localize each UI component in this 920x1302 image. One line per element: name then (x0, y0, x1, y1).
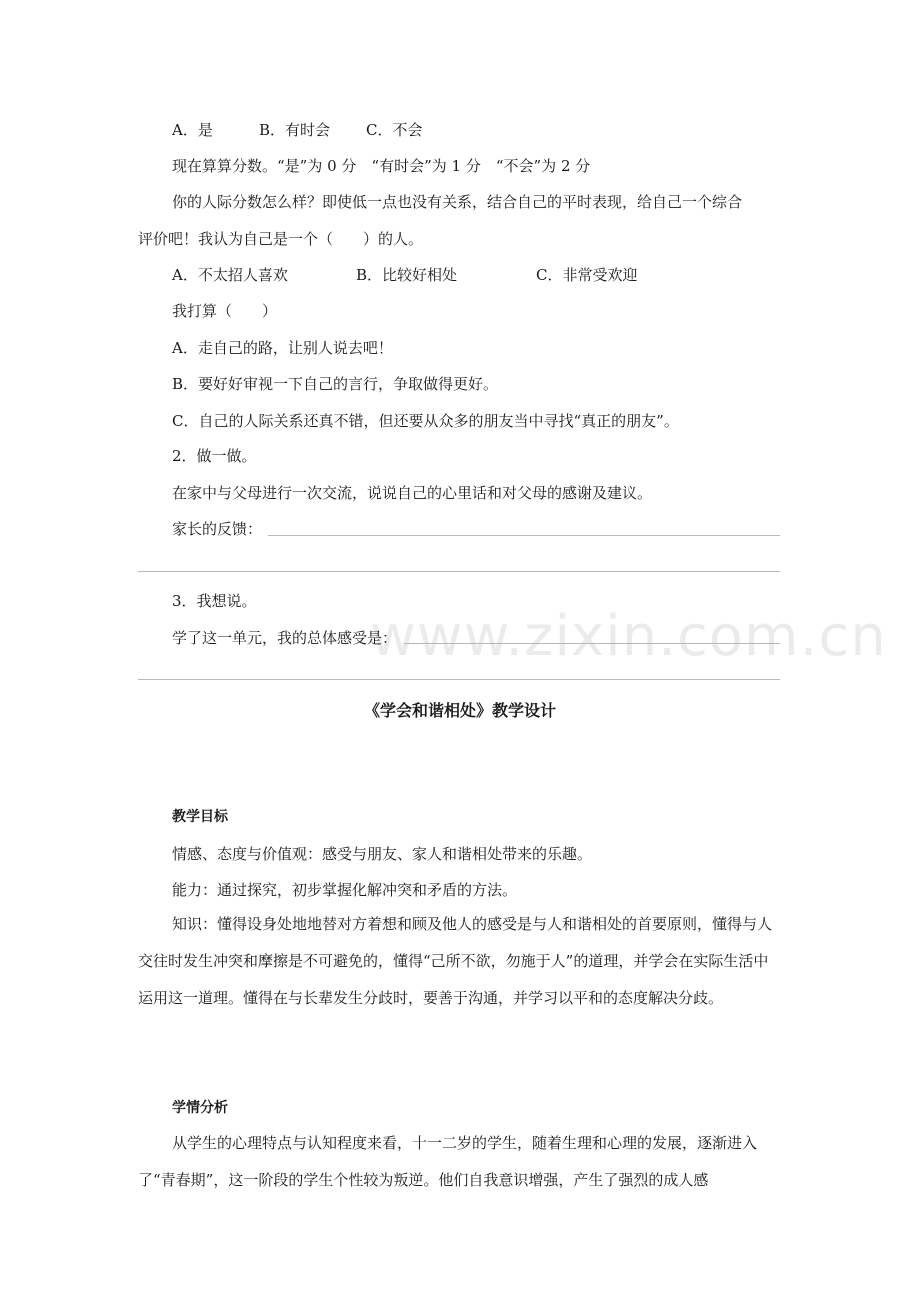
unit-feeling-blank[interactable] (404, 643, 780, 644)
habit-option-a: A．是 (172, 121, 213, 139)
analysis-paragraph (138, 1125, 782, 1199)
parent-feedback-label: 家长的反馈： (172, 520, 263, 538)
self-eval-line1: 你的人际分数怎么样？即使低一点也没有关系，结合自己的平时表现，给自己一个综合 (172, 193, 743, 211)
score-rule: 现在算算分数。“是”为 0 分 “有时会”为 1 分 “不会”为 2 分 (172, 157, 591, 175)
objective-emotion: 情感、态度与价值观：感受与朋友、家人和谐相处带来的乐趣。 (172, 845, 593, 863)
plan-option-a: A．走自己的路，让别人说去吧！ (172, 339, 393, 357)
eval-option-a: A．不太招人喜欢 (172, 266, 288, 284)
objectives-heading: 教学目标 (172, 809, 228, 825)
analysis-text: 从学生的心理特点与认知程度来看，十一二岁的学生，随着生理和心理的发展，逐渐进入了“青春期”，这一阶段的学生个性较为叛逆。他们自我意识增强，产生了强烈的成人感 (138, 1134, 758, 1189)
analysis-heading: 学情分析 (172, 1100, 228, 1116)
habit-option-b: B．有时会 (259, 121, 331, 139)
parent-feedback-blank[interactable] (268, 535, 780, 536)
self-eval-line2: 评价吧！我认为自己是一个（ ）的人。 (138, 230, 424, 248)
objective-knowledge-text: 知识：懂得设身处地地替对方着想和顾及他人的感受是与人和谐相处的首要原则，懂得与人交往时发生冲突和摩擦是不可避免的，懂得“己所不欲，勿施于人”的道理，并学会在实际生活中运用这一道理。懂得在与长辈发生分歧时，要善于沟通，并学习以平和的态度解决分歧。 (138, 915, 773, 1007)
task3-title: 3．我想说。 (172, 592, 257, 610)
objective-knowledge (138, 906, 782, 1017)
habit-option-c: C．不会 (366, 121, 423, 139)
plan-option-b: B．要好好审视一下自己的言行，争取做得更好。 (172, 375, 499, 393)
parent-feedback-blank-2[interactable] (138, 571, 780, 572)
document-title: 《学会和谐相处》教学设计 (363, 701, 556, 720)
task2-title: 2．做一做。 (172, 447, 257, 465)
plan-prompt: 我打算（ ） (172, 302, 278, 320)
plan-option-c: C．自己的人际关系还真不错，但还要从众多的朋友当中寻找“真正的朋友”。 (172, 412, 679, 430)
unit-feeling-blank-2[interactable] (138, 679, 780, 680)
objective-ability: 能力：通过探究，初步掌握化解冲突和矛盾的方法。 (172, 881, 518, 899)
watermark: www.zixin.com.cn (370, 604, 887, 669)
eval-option-c: C．非常受欢迎 (536, 266, 638, 284)
unit-feeling-label: 学了这一单元，我的总体感受是： (172, 629, 398, 647)
eval-option-b: B．比较好相处 (356, 266, 458, 284)
task2-text: 在家中与父母进行一次交流，说说自己的心里话和对父母的感谢及建议。 (172, 484, 653, 502)
